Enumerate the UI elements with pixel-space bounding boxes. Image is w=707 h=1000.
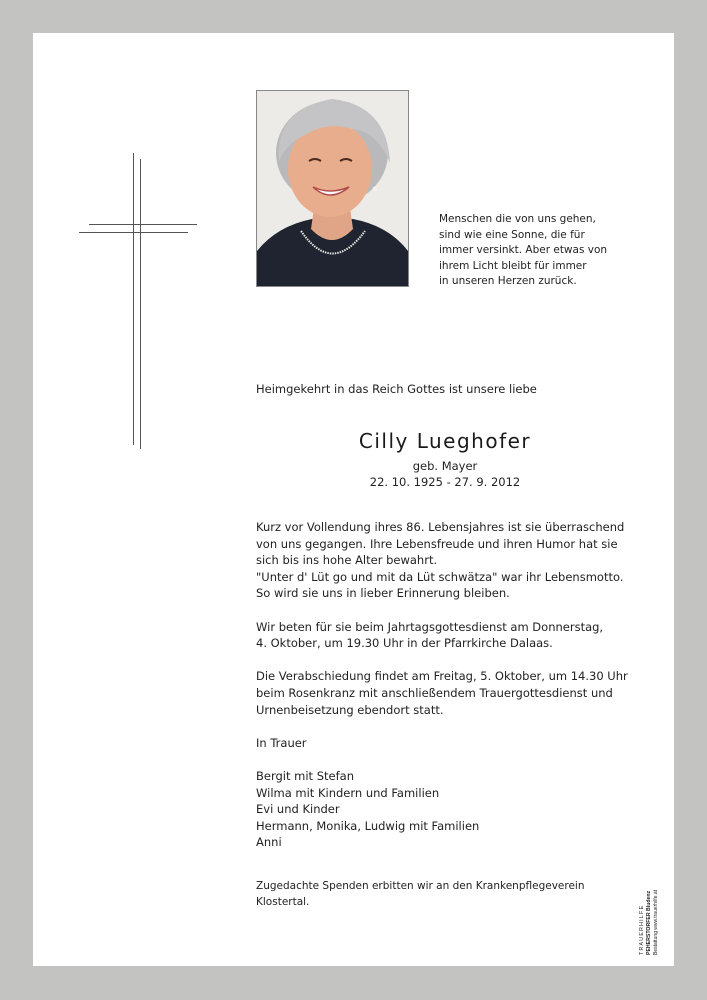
donation-note xyxy=(256,878,636,910)
text-line: von uns gegangen. Ihre Lebensfreude und ihren Humor hat sie xyxy=(256,536,618,551)
poem-line: Menschen die von uns gehen, xyxy=(439,213,596,225)
mourner: Wilma mit Kindern und Familien xyxy=(256,785,440,800)
mourner: Bergit mit Stefan xyxy=(256,768,354,783)
text-line: In Trauer xyxy=(256,735,307,750)
paragraph-farewell xyxy=(256,668,646,718)
text-line: Die Verabschiedung findet am Freitag, 5. Oktober, um 14.30 Uhr xyxy=(256,669,628,684)
mourner: Evi und Kinder xyxy=(256,802,340,817)
text-line: "Unter d' Lüt go und mit da Lüt schwätza" war ihr Lebensmotto. xyxy=(256,569,624,584)
text-line: 4. Oktober, um 19.30 Uhr in der Pfarrkirche Dalaas. xyxy=(256,636,553,651)
obituary-text xyxy=(256,519,646,867)
poem-line: sind wie eine Sonne, die für xyxy=(439,228,585,241)
text-line: Kurz vor Vollendung ihres 86. Lebensjahres ist sie überraschend xyxy=(256,520,625,534)
poem-line: in unseren Herzen zurück. xyxy=(439,275,577,287)
maiden-name: geb. Mayer xyxy=(412,459,478,473)
text-line: sich bis ins hohe Alter bewahrt. xyxy=(256,553,438,568)
intro-line: Heimgekehrt in das Reich Gottes ist unsere liebe xyxy=(256,382,537,396)
mourners-list xyxy=(256,768,646,851)
logo-line: PEHERSTORFER Bludenz xyxy=(646,890,652,955)
poem-line: immer versinkt. Aber etwas von xyxy=(439,244,608,256)
logo-line: TRAUERHILFE xyxy=(639,904,645,955)
donation-line: Klostertal. xyxy=(256,896,310,908)
text-line: So wird sie uns in lieber Erinnerung bleiben. xyxy=(256,586,510,601)
mourner: Anni xyxy=(256,835,282,850)
portrait-photo xyxy=(256,90,409,287)
paragraph-service xyxy=(256,619,646,652)
poem-line: ihrem Licht bleibt für immer xyxy=(439,259,587,272)
paragraph-mourning xyxy=(256,735,646,752)
mourner: Hermann, Monika, Ludwig mit Familien xyxy=(256,818,480,833)
funeral-home-logo xyxy=(639,855,667,955)
paragraph-life xyxy=(256,519,646,602)
memorial-poem xyxy=(439,212,639,290)
donation-line: Zugedachte Spenden erbitten wir an den Krankenpflegeverein xyxy=(256,880,585,892)
obituary-card xyxy=(33,33,674,966)
text-line: Wir beten für sie beim Jahrtagsgottesdienst am Donnerstag, xyxy=(256,619,604,634)
deceased-name: Cilly Lueghofer xyxy=(358,429,532,453)
logo-line: Bestattung www.trauerhilfe.at xyxy=(653,889,659,955)
text-line: Urnenbeisetzung ebendort statt. xyxy=(256,702,444,717)
text-line: beim Rosenkranz mit anschließendem Trauergottesdienst und xyxy=(256,685,613,700)
cross-icon xyxy=(79,153,199,449)
life-dates: 22. 10. 1925 - 27. 9. 2012 xyxy=(369,475,521,489)
